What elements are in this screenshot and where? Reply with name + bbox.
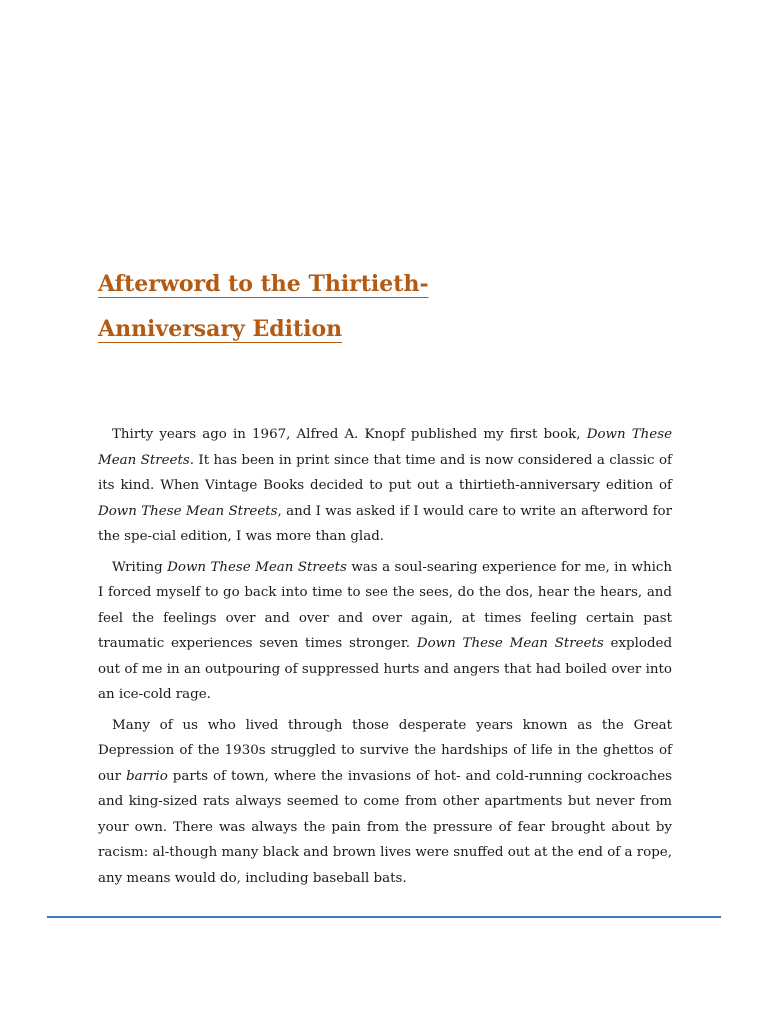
paragraph-2 xyxy=(98,555,672,708)
italic-title-text: Down These Mean Streets xyxy=(167,559,347,575)
paragraph-1 xyxy=(98,422,672,550)
italic-title-text: Down These Mean Streets xyxy=(98,503,278,519)
body-text-run: Writing xyxy=(112,559,168,575)
chapter-title-link-line2[interactable]: Anniversary Edition xyxy=(98,316,343,342)
body-text-run: Many of us who lived through those desperate years known as the Great Depression of the 1930s struggled to survive the hardships of life in the ghettos of our xyxy=(98,717,672,784)
body-text-run: It has been in print since that time and is now considered a classic of its kind. When Vintage Books decided to put out a thirtieth-anniversary edition of xyxy=(98,452,672,493)
body-text-run: Thirty years ago in 1967, Alfred A. Knopf published my first book, xyxy=(112,427,587,442)
italic-title-text: Down These Mean Streets. xyxy=(98,427,673,468)
body-text-run: exploded out of me in an outpouring of suppressed hurts and angers that had boiled over into an ice-cold rage. xyxy=(98,636,673,702)
paragraph-3 xyxy=(98,713,672,892)
body-text-run: parts of town, where the invasions of hot- and cold-running cockroaches and king-sized rats always seemed to come from other apartments but never from your own. There was always the pain from the pressure of fear brought about by racism: al-though many black and brown lives were snuffed out at the end of a rope, any means would do, including baseball bats. xyxy=(98,768,673,886)
italic-title-text: barrio xyxy=(126,768,168,784)
body-text xyxy=(98,422,672,896)
page-divider-line xyxy=(47,916,721,918)
body-text-run: , and I was asked if I would care to write an afterword for the spe-cial edition, I was more than glad. xyxy=(98,503,672,544)
italic-title-text: Down These Mean Streets xyxy=(416,636,604,651)
chapter-title-link-line1[interactable]: Afterword to the Thirtieth- xyxy=(98,271,429,297)
body-text-run: was a soul-searing experience for me, in which I forced myself to go back into time to see the sees, do the dos, hear the hears, and feel the feelings over and over and over again, at times feeling certain past traumatic experiences seven times stronger. xyxy=(98,559,673,651)
chapter-title xyxy=(98,262,658,352)
